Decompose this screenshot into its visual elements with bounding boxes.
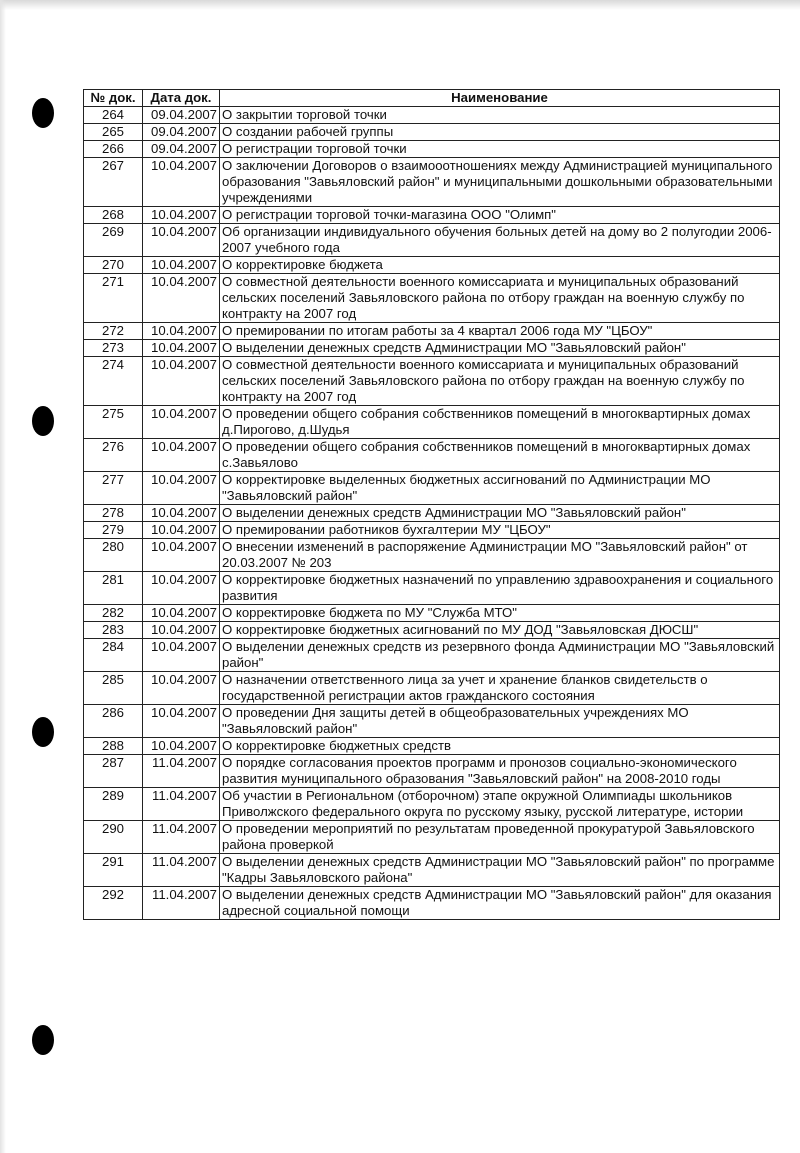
table-row <box>84 522 780 539</box>
doc-date-cell: 09.04.2007 <box>143 141 220 158</box>
table-row <box>84 257 780 274</box>
doc-title-cell: О корректировке бюджетных назначений по управлению здравоохранения и социального развития <box>220 572 780 605</box>
doc-number-cell: 278 <box>84 505 143 522</box>
punch-hole <box>32 406 54 436</box>
punch-hole <box>32 1025 54 1055</box>
doc-number-cell: 270 <box>84 257 143 274</box>
table-header-row <box>84 90 780 107</box>
doc-title-cell: О закрытии торговой точки <box>220 107 780 124</box>
doc-number-cell: 264 <box>84 107 143 124</box>
table-body <box>84 107 780 920</box>
doc-date-cell: 11.04.2007 <box>143 854 220 887</box>
doc-date-cell: 11.04.2007 <box>143 755 220 788</box>
doc-date-cell: 10.04.2007 <box>143 439 220 472</box>
table-row <box>84 357 780 406</box>
doc-title-cell: О выделении денежных средств Администрации МО "Завьяловский район" по программе "Кадры Завьяловского района" <box>220 854 780 887</box>
doc-number-cell: 280 <box>84 539 143 572</box>
doc-number-cell: 292 <box>84 887 143 920</box>
scan-edge-top <box>0 0 800 10</box>
doc-date-cell: 10.04.2007 <box>143 406 220 439</box>
doc-date-cell: 10.04.2007 <box>143 472 220 505</box>
doc-number-cell: 282 <box>84 605 143 622</box>
doc-title-cell: О назначении ответственного лица за учет и хранение бланков свидетельств о государственной регистрации актов гражданского состояния <box>220 672 780 705</box>
documents-table <box>83 89 780 920</box>
doc-number-cell: 269 <box>84 224 143 257</box>
doc-number-cell: 289 <box>84 788 143 821</box>
doc-title-cell: О корректировке бюджетных средств <box>220 738 780 755</box>
table-row <box>84 672 780 705</box>
doc-title-cell: О заключении Договоров о взаимооотношениях между Администрацией муниципального образования "Завьяловский район" и муниципальными дошкольными образовательными учреждениями <box>220 158 780 207</box>
table-row <box>84 639 780 672</box>
doc-number-cell: 285 <box>84 672 143 705</box>
table-row <box>84 887 780 920</box>
doc-title-cell: О внесении изменений в распоряжение Администрации МО "Завьяловский район" от 20.03.2007 № 203 <box>220 539 780 572</box>
table-row <box>84 274 780 323</box>
table-row <box>84 124 780 141</box>
doc-date-cell: 10.04.2007 <box>143 705 220 738</box>
table-row <box>84 107 780 124</box>
doc-title-cell: О выделении денежных средств Администрации МО "Завьяловский район" <box>220 505 780 522</box>
doc-date-cell: 11.04.2007 <box>143 788 220 821</box>
doc-number-cell: 267 <box>84 158 143 207</box>
doc-number-cell: 272 <box>84 323 143 340</box>
table-row <box>84 141 780 158</box>
doc-title-cell: О премировании работников бухгалтерии МУ "ЦБОУ" <box>220 522 780 539</box>
doc-title-cell: О выделении денежных средств Администрации МО "Завьяловский район" для оказания адресной социальной помощи <box>220 887 780 920</box>
punch-hole <box>32 98 54 128</box>
doc-title-cell: О выделении денежных средств из резервного фонда Администрации МО "Завьяловский район" <box>220 639 780 672</box>
doc-title-cell: О проведении общего собрания собственников помещений в многоквартирных домах с.Завьялово <box>220 439 780 472</box>
table-row <box>84 705 780 738</box>
table-row <box>84 323 780 340</box>
table-row <box>84 340 780 357</box>
table-row <box>84 821 780 854</box>
doc-number-cell: 287 <box>84 755 143 788</box>
doc-date-cell: 09.04.2007 <box>143 107 220 124</box>
doc-date-cell: 09.04.2007 <box>143 124 220 141</box>
doc-title-cell: О корректировке выделенных бюджетных ассигнований по Администрации МО "Завьяловский район" <box>220 472 780 505</box>
table-row <box>84 224 780 257</box>
doc-title-cell: О корректировке бюджета <box>220 257 780 274</box>
column-header-number: № док. <box>84 90 143 107</box>
doc-date-cell: 10.04.2007 <box>143 224 220 257</box>
table-row <box>84 439 780 472</box>
doc-number-cell: 288 <box>84 738 143 755</box>
doc-title-cell: О регистрации торговой точки-магазина ООО "Олимп" <box>220 207 780 224</box>
doc-date-cell: 10.04.2007 <box>143 207 220 224</box>
doc-date-cell: 11.04.2007 <box>143 887 220 920</box>
doc-number-cell: 281 <box>84 572 143 605</box>
table-row <box>84 605 780 622</box>
doc-title-cell: О совместной деятельности военного комиссариата и муниципальных образований сельских поселений Завьяловского района по отбору граждан на военную службу по контракту на 2007 год <box>220 357 780 406</box>
table-row <box>84 738 780 755</box>
doc-date-cell: 10.04.2007 <box>143 539 220 572</box>
doc-date-cell: 10.04.2007 <box>143 274 220 323</box>
doc-number-cell: 266 <box>84 141 143 158</box>
doc-date-cell: 11.04.2007 <box>143 821 220 854</box>
doc-date-cell: 10.04.2007 <box>143 639 220 672</box>
table-row <box>84 622 780 639</box>
table-row <box>84 158 780 207</box>
doc-date-cell: 10.04.2007 <box>143 572 220 605</box>
doc-number-cell: 277 <box>84 472 143 505</box>
doc-date-cell: 10.04.2007 <box>143 738 220 755</box>
doc-number-cell: 276 <box>84 439 143 472</box>
doc-date-cell: 10.04.2007 <box>143 257 220 274</box>
doc-date-cell: 10.04.2007 <box>143 522 220 539</box>
doc-title-cell: О корректировке бюджета по МУ "Служба МТО" <box>220 605 780 622</box>
doc-title-cell: Об организации индивидуального обучения больных детей на дому во 2 полугодии 2006-2007 учебного года <box>220 224 780 257</box>
table-row <box>84 207 780 224</box>
doc-number-cell: 279 <box>84 522 143 539</box>
table-row <box>84 854 780 887</box>
doc-number-cell: 291 <box>84 854 143 887</box>
doc-number-cell: 273 <box>84 340 143 357</box>
doc-title-cell: О порядке согласования проектов программ и пронозов социально-экономического развития муниципального образования "Завьяловский район" на 2008-2010 годы <box>220 755 780 788</box>
doc-date-cell: 10.04.2007 <box>143 340 220 357</box>
doc-title-cell: О премировании по итогам работы за 4 квартал 2006 года МУ "ЦБОУ" <box>220 323 780 340</box>
doc-date-cell: 10.04.2007 <box>143 605 220 622</box>
doc-title-cell: О совместной деятельности военного комиссариата и муниципальных образований сельских поселений Завьяловского района по отбору граждан на военную службу по контракту на 2007 год <box>220 274 780 323</box>
doc-title-cell: О создании рабочей группы <box>220 124 780 141</box>
doc-title-cell: О корректировке бюджетных асигнований по МУ ДОД "Завьяловская ДЮСШ" <box>220 622 780 639</box>
doc-date-cell: 10.04.2007 <box>143 323 220 340</box>
doc-number-cell: 265 <box>84 124 143 141</box>
doc-title-cell: О проведении мероприятий по результатам проведенной прокуратурой Завьяловского района проверкой <box>220 821 780 854</box>
table-row <box>84 472 780 505</box>
table-row <box>84 539 780 572</box>
doc-number-cell: 274 <box>84 357 143 406</box>
doc-date-cell: 10.04.2007 <box>143 505 220 522</box>
doc-title-cell: Об участии в Региональном (отборочном) этапе окружной Олимпиады школьников Приволжского федерального округа по русскому языку, русской литературе, истории <box>220 788 780 821</box>
doc-date-cell: 10.04.2007 <box>143 672 220 705</box>
doc-number-cell: 286 <box>84 705 143 738</box>
doc-date-cell: 10.04.2007 <box>143 622 220 639</box>
doc-title-cell: О регистрации торговой точки <box>220 141 780 158</box>
doc-number-cell: 268 <box>84 207 143 224</box>
punch-hole <box>32 717 54 747</box>
table-row <box>84 572 780 605</box>
doc-number-cell: 284 <box>84 639 143 672</box>
doc-title-cell: О выделении денежных средств Администрации МО "Завьяловский район" <box>220 340 780 357</box>
table-row <box>84 788 780 821</box>
doc-number-cell: 290 <box>84 821 143 854</box>
doc-number-cell: 283 <box>84 622 143 639</box>
doc-title-cell: О проведении Дня защиты детей в общеобразовательных учреждениях МО "Завьяловский район" <box>220 705 780 738</box>
doc-date-cell: 10.04.2007 <box>143 158 220 207</box>
table-row <box>84 505 780 522</box>
doc-title-cell: О проведении общего собрания собственников помещений в многоквартирных домах д.Пирогово, д.Шудья <box>220 406 780 439</box>
column-header-title: Наименование <box>220 90 780 107</box>
doc-number-cell: 275 <box>84 406 143 439</box>
doc-date-cell: 10.04.2007 <box>143 357 220 406</box>
table-row <box>84 406 780 439</box>
table-row <box>84 755 780 788</box>
doc-number-cell: 271 <box>84 274 143 323</box>
column-header-date: Дата док. <box>143 90 220 107</box>
scan-edge-left <box>0 0 6 1153</box>
